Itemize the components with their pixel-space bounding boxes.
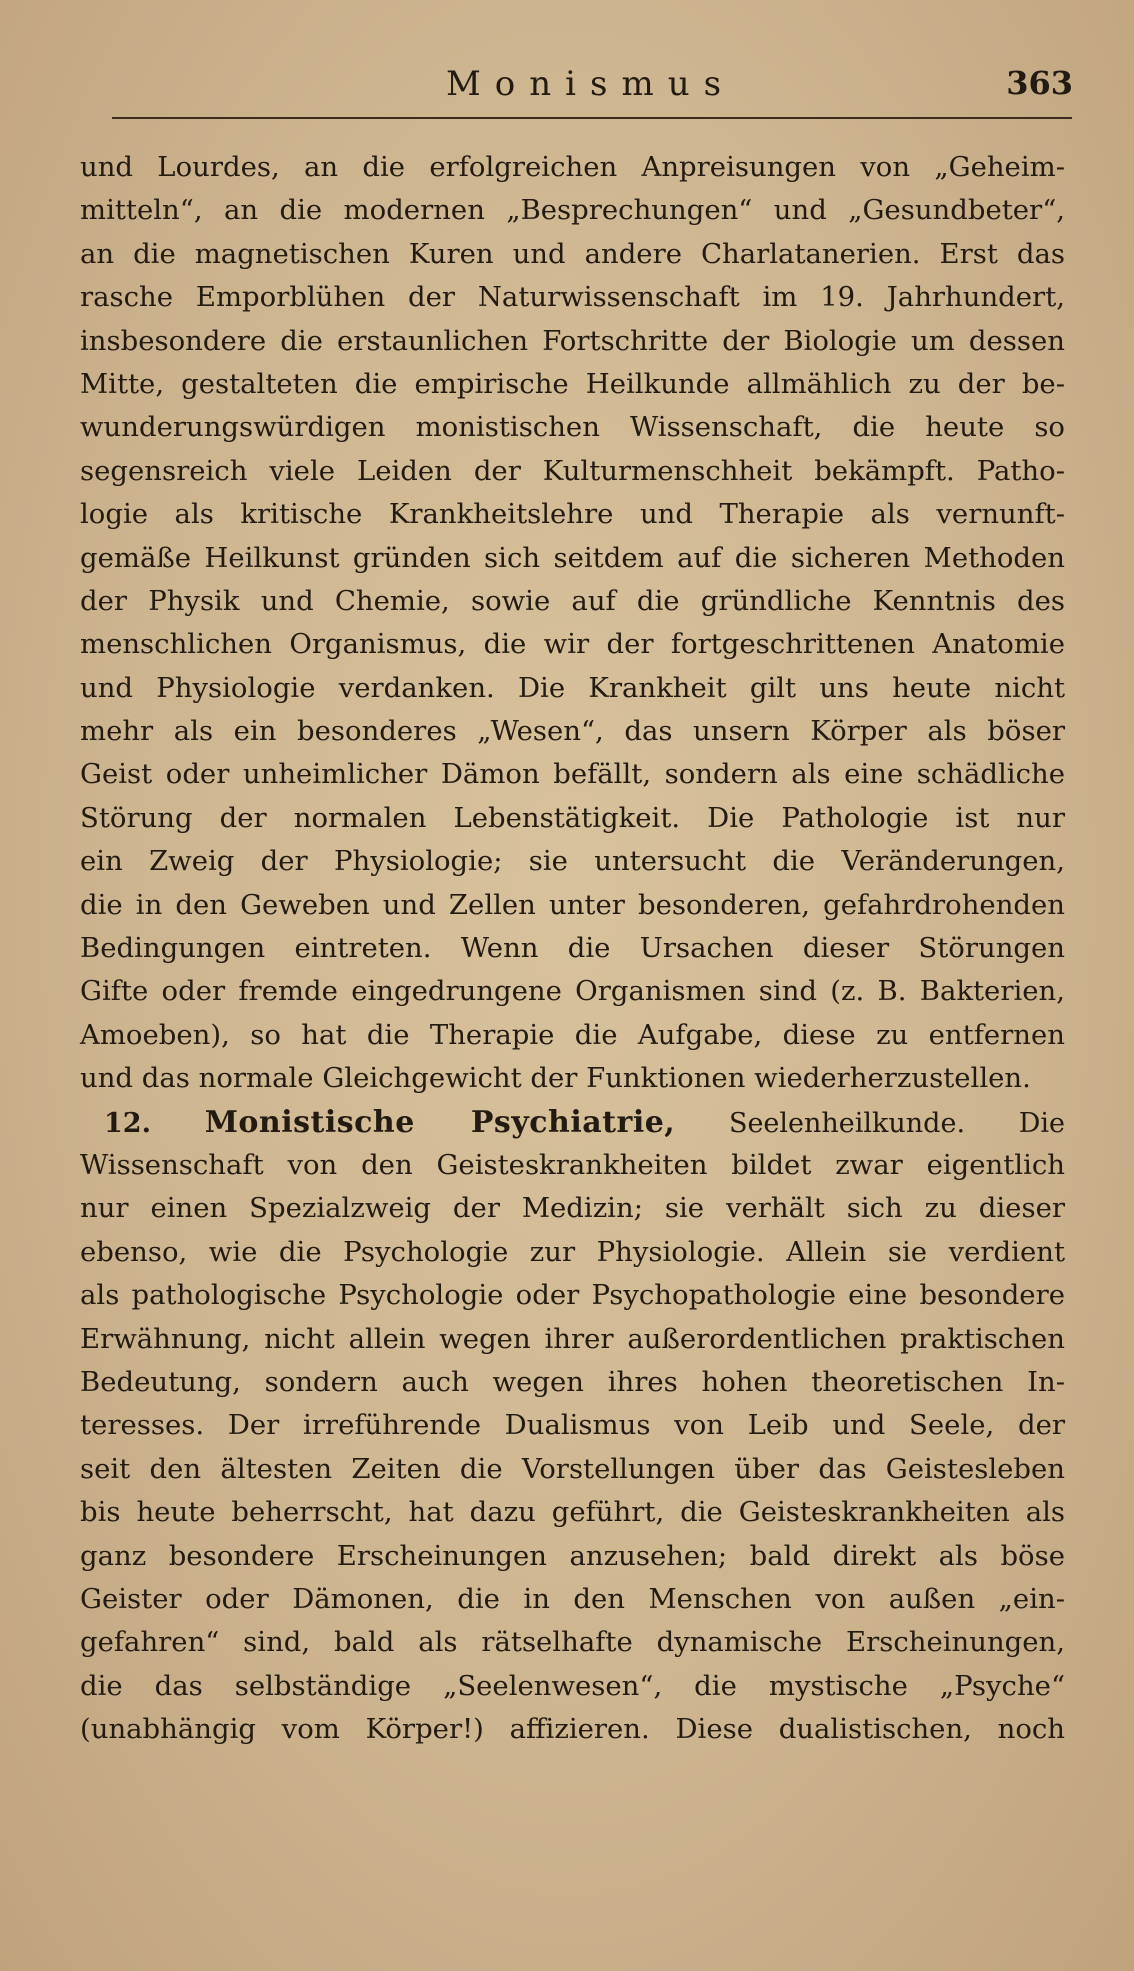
text-line: Gifte oder fremde eingedrungene Organismen sind (z. B. Bakterien, bbox=[80, 975, 1065, 1008]
text-line: insbesondere die erstaunlichen Fortschritte der Biologie um dessen bbox=[80, 324, 1065, 357]
text-line: als pathologische Psychologie oder Psychopathologie eine besondere bbox=[80, 1279, 1065, 1312]
text-line: und das normale Gleichgewicht der Funktionen wiederherzustellen. bbox=[80, 1062, 1031, 1095]
text-line: nur einen Spezialzweig der Medizin; sie verhält sich zu dieser bbox=[80, 1192, 1065, 1225]
text-line: bis heute beherrscht, hat dazu geführt, die Geisteskrankheiten als bbox=[80, 1496, 1065, 1529]
text-line: segensreich viele Leiden der Kulturmenschheit bekämpft. Patho- bbox=[80, 454, 1065, 487]
text-line: teresses. Der irreführende Dualismus von Leib und Seele, der bbox=[80, 1409, 1065, 1442]
text-line: Bedeutung, sondern auch wegen ihres hohen theoretischen In- bbox=[80, 1365, 1065, 1398]
text-line: Erwähnung, nicht allein wegen ihrer außerordentlichen praktischen bbox=[80, 1322, 1065, 1355]
text-line: der Physik und Chemie, sowie auf die gründliche Kenntnis des bbox=[80, 584, 1065, 617]
text-line: Störung der normalen Lebenstätigkeit. Die Pathologie ist nur bbox=[80, 801, 1065, 834]
text-line: Geist oder unheimlicher Dämon befällt, sondern als eine schädliche bbox=[80, 758, 1065, 791]
text-line: ebenso, wie die Psychologie zur Physiologie. Allein sie verdient bbox=[80, 1235, 1065, 1268]
text-line: (unabhängig vom Körper!) affizieren. Diese dualistischen, noch bbox=[80, 1713, 1065, 1746]
section-number: 12. bbox=[104, 1107, 151, 1139]
text-line: die das selbständige „Seelenwesen“, die mystische „Psyche“ bbox=[80, 1669, 1065, 1702]
text-line: Bedingungen eintreten. Wenn die Ursachen dieser Störungen bbox=[80, 932, 1065, 965]
text-line: seit den ältesten Zeiten die Vorstellungen über das Geistesleben bbox=[80, 1452, 1065, 1485]
text-line: mitteln“, an die modernen „Besprechungen“ und „Gesundbeter“, bbox=[80, 194, 1065, 227]
text-line: und Lourdes, an die erfolgreichen Anpreisungen von „Geheim- bbox=[80, 151, 1065, 183]
text-line: Amoeben), so hat die Therapie die Aufgabe, diese zu entfernen bbox=[80, 1018, 1065, 1051]
text-line: menschlichen Organismus, die wir der fortgeschrittenen Anatomie bbox=[80, 628, 1065, 661]
text-line: Geister oder Dämonen, die in den Menschen von außen „ein- bbox=[80, 1582, 1065, 1615]
text-line: an die magnetischen Kuren und andere Charlatanerien. Erst das bbox=[80, 237, 1065, 270]
text-line: mehr als ein besonderes „Wesen“, das unsern Körper als böser bbox=[80, 715, 1065, 748]
section-heading-continuation: Seelenheilkunde. Die bbox=[728, 1107, 1065, 1139]
page-header bbox=[108, 60, 1073, 108]
text-line: ganz besondere Erscheinungen anzusehen; bald direkt als böse bbox=[80, 1539, 1065, 1572]
text-line: rasche Emporblühen der Naturwissenschaft im 19. Jahrhundert, bbox=[80, 281, 1065, 314]
text-line: und Physiologie verdanken. Die Krankheit gilt uns heute nicht bbox=[80, 671, 1065, 704]
text-line: gemäße Heilkunst gründen sich seitdem auf die sicheren Methoden bbox=[80, 541, 1065, 574]
text-line: ein Zweig der Physiologie; sie untersucht die Veränderungen, bbox=[80, 845, 1065, 878]
text-line: Wissenschaft von den Geisteskrankheiten bildet zwar eigentlich bbox=[80, 1148, 1065, 1181]
text-line: logie als kritische Krankheitslehre und Therapie als vernunft- bbox=[80, 498, 1065, 531]
header-rule bbox=[112, 117, 1072, 119]
text-line: gefahren“ sind, bald als rätselhafte dynamische Erscheinungen, bbox=[80, 1626, 1065, 1659]
text-line: Mitte, gestalteten die empirische Heilkunde allmählich zu der be- bbox=[80, 367, 1065, 400]
text-line: die in den Geweben und Zellen unter besonderen, gefahrdrohenden bbox=[80, 888, 1065, 921]
section-heading-line bbox=[80, 1101, 1065, 1144]
section-title: Monistische Psychiatrie, bbox=[204, 1104, 676, 1140]
text-line: wunderungswürdigen monistischen Wissenschaft, die heute so bbox=[80, 411, 1065, 444]
body-text bbox=[80, 146, 1065, 1751]
page-number: 363 bbox=[1006, 64, 1073, 102]
running-title: Monismus bbox=[445, 64, 736, 104]
